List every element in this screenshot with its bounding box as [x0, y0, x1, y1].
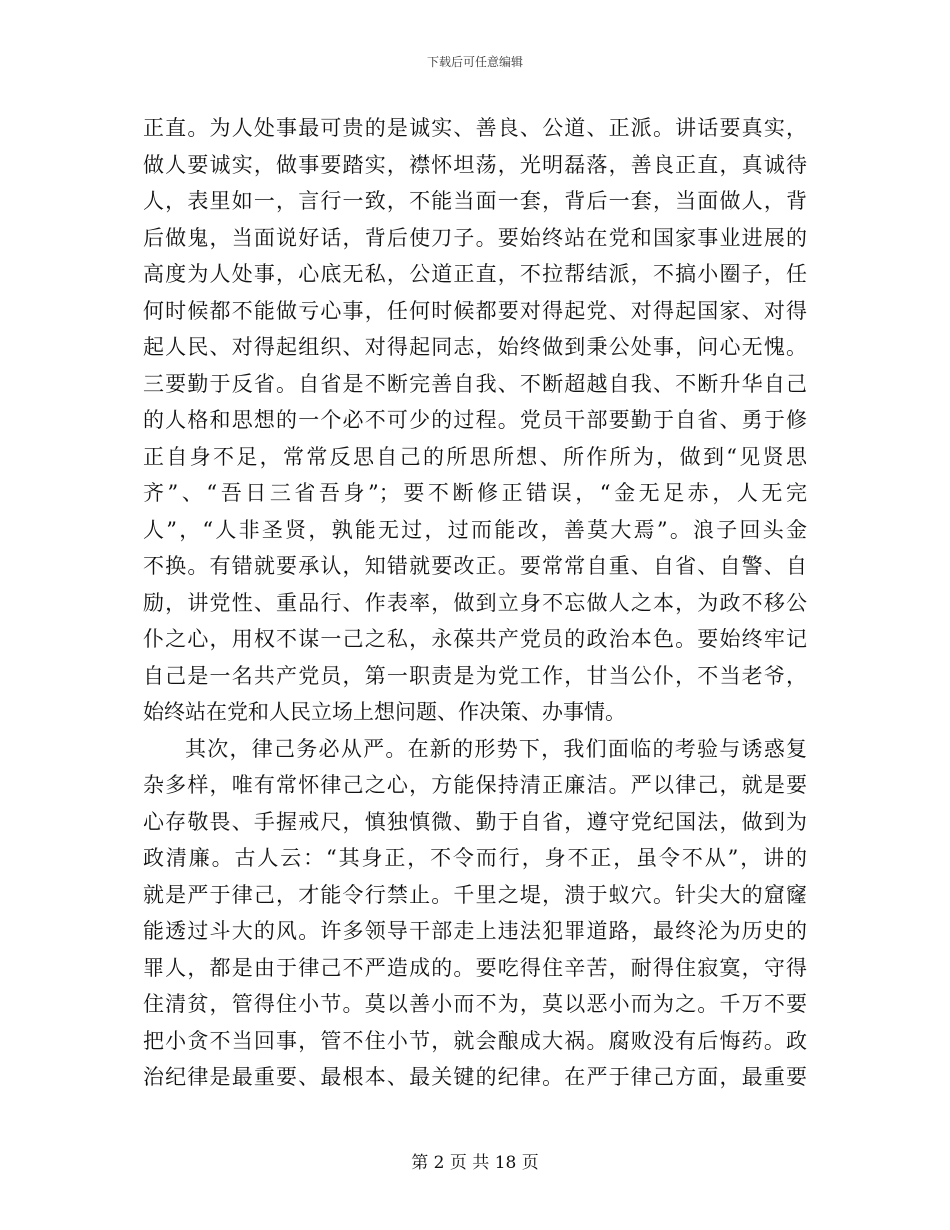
page-header: 下载后可任意编辑 — [426, 55, 523, 69]
body-line: 能透过斗大的风。许多领导干部走上违法犯罪道路，最终沦为历史的 — [143, 919, 807, 943]
body-line: 住清贫，管得住小节。莫以善小而不为，莫以恶小而为之。千万不要 — [143, 992, 807, 1016]
body-line: 治纪律是最重要、最根本、最关键的纪律。在严于律己方面，最重要 — [143, 1065, 807, 1089]
body-line: 做人要诚实，做事要踏实，襟怀坦荡，光明磊落，善良正直，真诚待 — [143, 152, 807, 177]
body-line-paragraph-start: 其次，律己务必从严。在新的形势下，我们面临的考验与诱惑复 — [185, 736, 807, 761]
body-line: 后做鬼，当面说好话，背后使刀子。要始终站在党和国家事业进展的 — [143, 225, 807, 250]
body-line: 始终站在党和人民立场上想问题、作决策、办事情。 — [143, 700, 626, 724]
body-line: 心存敬畏、手握戒尺，慎独慎微、勤于自省，遵守党纪国法，做到为 — [143, 809, 807, 834]
body-line: 正自身不足，常常反思自己的所思所想、所作所为，做到“见贤思 — [143, 444, 807, 469]
document-body — [143, 110, 807, 1096]
body-line: 政清廉。古人云：“其身正，不令而行，身不正，虽令不从”，讲的 — [143, 846, 807, 870]
body-line: 高度为人处事，心底无私，公道正直，不拉帮结派，不搞小圈子，任 — [143, 262, 807, 286]
body-line: 的人格和思想的一个必不可少的过程。党员干部要勤于自省、勇于修 — [143, 408, 807, 432]
body-line: 罪人，都是由于律己不严造成的。要吃得住辛苦，耐得住寂寞，守得 — [143, 955, 807, 980]
body-line: 起人民、对得起组织、对得起同志，始终做到秉公处事，问心无愧。 — [143, 335, 807, 359]
body-line: 励，讲党性、重品行、作表率，做到立身不忘做人之本，为政不移公 — [143, 590, 807, 615]
body-line: 人，表里如一，言行一致，不能当面一套，背后一套，当面做人，背 — [143, 189, 807, 213]
body-line: 把小贪不当回事，管不住小节，就会酿成大祸。腐败没有后悔药。政 — [143, 1028, 807, 1053]
body-line: 不换。有错就要承认，知错就要改正。要常常自重、自省、自警、自 — [143, 554, 807, 578]
body-line: 杂多样，唯有常怀律己之心，方能保持清正廉洁。严以律己，就是要 — [143, 773, 807, 797]
body-line: 正直。为人处事最可贵的是诚实、善良、公道、正派。讲话要真实， — [143, 116, 807, 140]
body-line: 人”，“人非圣贤，孰能无过，过而能改，善莫大焉”。浪子回头金 — [143, 517, 807, 542]
body-line: 仆之心，用权不谋一己之私，永葆共产党员的政治本色。要始终牢记 — [143, 627, 807, 651]
body-line: 何时候都不能做亏心事，任何时候都要对得起党、对得起国家、对得 — [143, 298, 807, 323]
body-line: 三要勤于反省。自省是不断完善自我、不断超越自我、不断升华自己 — [143, 371, 807, 396]
body-line: 自己是一名共产党员，第一职责是为党工作，甘当公仆，不当老爷， — [143, 663, 807, 688]
body-line: 就是严于律己，才能令行禁止。千里之堤，溃于蚁穴。针尖大的窟窿 — [143, 882, 807, 907]
page-footer: 第 2 页 共 18 页 — [411, 1153, 539, 1173]
body-line: 齐”、“吾日三省吾身”；要不断修正错误，“金无足赤，人无完 — [143, 481, 807, 505]
